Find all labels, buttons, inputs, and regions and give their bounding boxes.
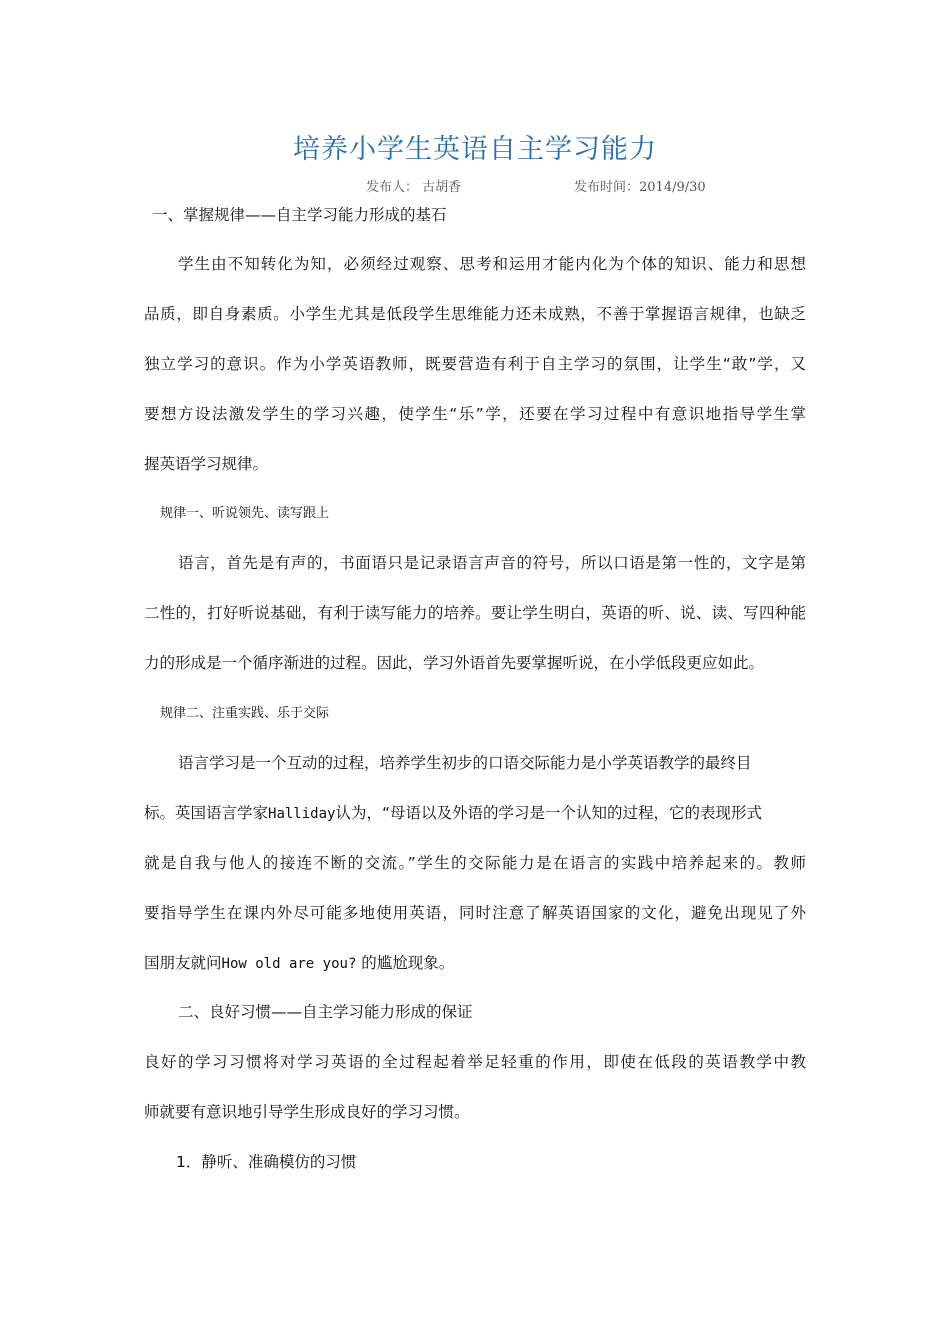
line-text: 标。英国语言学家 <box>144 804 269 822</box>
paragraph-line <box>144 952 809 975</box>
paragraph-line: 力的形成是一个循序渐进的过程。因此，学习外语首先要掌握听说，在小学低段更应如此。 <box>144 654 765 672</box>
paragraph-line: 师就要有意识地引导学生形成良好的学习习惯。 <box>144 1103 470 1121</box>
section-heading-1: 一、掌握规律——自主学习能力形成的基石 <box>152 206 447 224</box>
author-line: 发布人： 古胡香 <box>366 180 462 195</box>
section-heading-2: 二、良好习惯——自主学习能力形成的保证 <box>178 1003 473 1021</box>
line-text: 认为，“母语以及外语的学习是一个认知的过程，它的表现形式 <box>335 804 762 822</box>
list-item-1: 1．静听、准确模仿的习惯 <box>176 1153 357 1171</box>
paragraph-line: 独立学习的意识。作为小学英语教师，既要营造有利于自主学习的氛围，让学生“敢”学，又 <box>144 355 806 373</box>
rule-heading-2: 规律二、注重实践、乐于交际 <box>160 706 330 721</box>
document-title: 培养小学生英语自主学习能力 <box>293 134 657 165</box>
publish-date: 发布时间：2014/9/30 <box>574 180 706 195</box>
line-text: 国朋友就问 <box>144 954 222 972</box>
paragraph-line: 良好的学习习惯将对学习英语的全过程起着举足轻重的作用，即使在低段的英语教学中教 <box>144 1053 806 1071</box>
english-phrase: How old are you? <box>221 956 357 972</box>
paragraph-line: 语言，首先是有声的，书面语只是记录语言声音的符号，所以口语是第一性的，文字是第 <box>178 554 806 572</box>
paragraph-line: 要想方设法激发学生的学习兴趣，使学生“乐”学，还要在学习过程中有意识地指导学生掌 <box>144 405 806 423</box>
paragraph-line: 要指导学生在课内外尽可能多地使用英语，同时注意了解英语国家的文化，避免出现见了外 <box>144 904 806 922</box>
paragraph-line: 就是自我与他人的接连不断的交流。”学生的交际能力是在语言的实践中培养起来的。教师 <box>144 854 806 872</box>
rule-heading-1: 规律一、听说领先、读写跟上 <box>160 506 330 521</box>
paragraph-line: 二性的，打好听说基础，有利于读写能力的培养。要让学生明白，英语的听、说、读、写四种能 <box>144 604 806 622</box>
line-text: 的尴尬现象。 <box>356 954 455 972</box>
paragraph-line <box>144 802 809 825</box>
paragraph-line: 握英语学习规律。 <box>144 455 269 473</box>
paragraph-line: 语言学习是一个互动的过程，培养学生初步的口语交际能力是小学英语教学的最终目 <box>178 754 752 772</box>
paragraph-line: 品质，即自身素质。小学生尤其是低段学生思维能力还未成熟，不善于掌握语言规律，也缺乏 <box>144 305 806 323</box>
linguist-name: Halliday <box>268 806 336 822</box>
paragraph-line: 学生由不知转化为知，必须经过观察、思考和运用才能内化为个体的知识、能力和思想 <box>178 255 806 273</box>
